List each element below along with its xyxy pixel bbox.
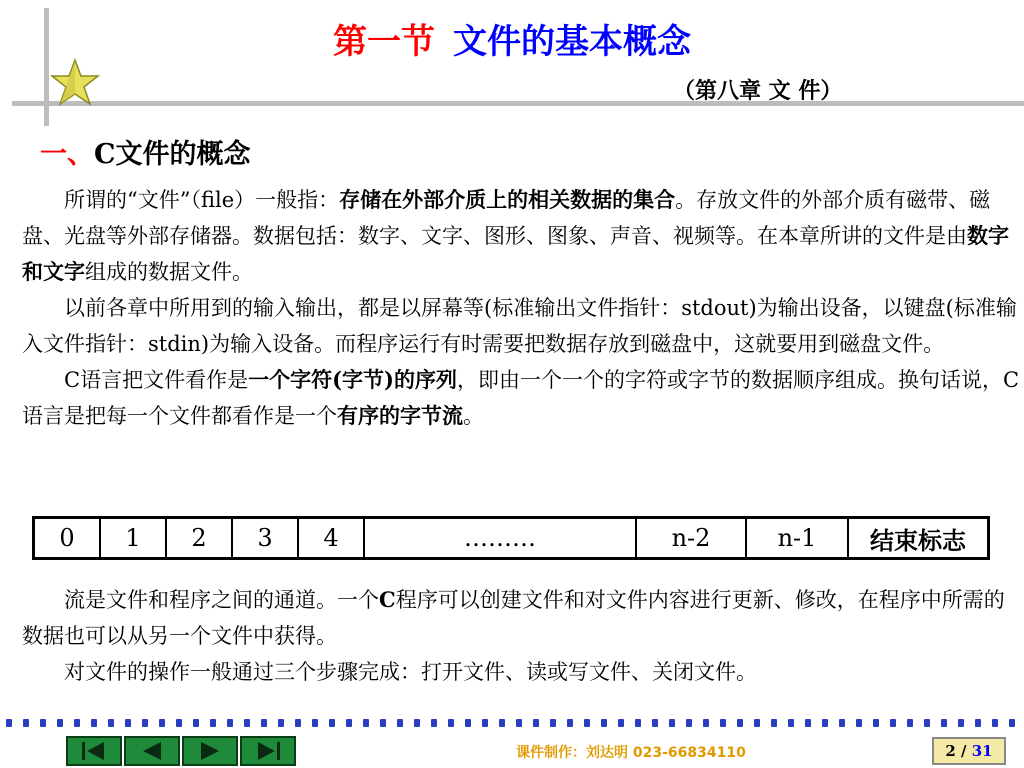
decorative-dot — [907, 719, 913, 727]
body-text-top — [22, 182, 1022, 434]
decorative-dot — [193, 719, 199, 727]
emphasis-run: 数字和文字 — [22, 223, 1009, 284]
decorative-dot — [227, 719, 233, 727]
seq-cell: n-1 — [746, 518, 848, 559]
first-slide-button[interactable] — [66, 736, 122, 766]
decorative-dot — [210, 719, 216, 727]
decorative-dot — [176, 719, 182, 727]
page-current: 2 — [945, 742, 956, 760]
seq-ellipsis-cell: ……… — [364, 518, 636, 559]
chapter-subtitle: （第八章 文 件） — [673, 78, 843, 104]
decorative-dot — [108, 719, 114, 727]
horizontal-rule — [12, 101, 1024, 106]
prev-slide-button[interactable] — [124, 736, 180, 766]
emphasis-run: 有序的字节流 — [337, 403, 463, 428]
seq-end-marker-cell: 结束标志 — [848, 518, 989, 559]
decorative-dot — [822, 719, 828, 727]
next-slide-button[interactable] — [182, 736, 238, 766]
decorative-dot — [397, 719, 403, 727]
decorative-dot — [550, 719, 556, 727]
seq-cell: 2 — [166, 518, 232, 559]
decorative-dot — [40, 719, 46, 727]
paragraph-file-definition — [22, 182, 1022, 290]
text-run: ，即由一个一个的字符或字节的数据顺序组成。换句话说，C语言是把每一个文件都看作是一个 — [22, 368, 1020, 428]
decorative-dot — [975, 719, 981, 727]
decorative-dot — [414, 719, 420, 727]
decorative-dot — [669, 719, 675, 727]
section-number: 一、 — [40, 139, 94, 170]
seq-cell: n-2 — [636, 518, 746, 559]
decorative-dot — [244, 719, 250, 727]
text-run: C语言把文件看作是 — [64, 368, 249, 392]
seq-cell: 3 — [232, 518, 298, 559]
page-indicator — [932, 737, 1006, 765]
decorative-dot — [142, 719, 148, 727]
decorative-dot — [23, 719, 29, 727]
decorative-dot — [601, 719, 607, 727]
decorative-dot — [941, 719, 947, 727]
decorative-dot — [618, 719, 624, 727]
decorative-dot — [125, 719, 131, 727]
footer-credit: 课件制作：刘达明 023-66834110 — [516, 745, 746, 761]
decorative-dot — [431, 719, 437, 727]
seq-cell: 1 — [100, 518, 166, 559]
decorative-dot-border — [0, 712, 1024, 736]
paragraph-file-steps — [22, 654, 1022, 690]
decorative-dot — [924, 719, 930, 727]
text-run: 。 — [463, 404, 484, 428]
decorative-dot — [873, 719, 879, 727]
decorative-dot — [720, 719, 726, 727]
emphasis-run: C — [379, 587, 396, 612]
title-section-number: 第一节 — [333, 22, 435, 62]
decorative-dot — [737, 719, 743, 727]
text-run: 。存放文件的外部介质有磁带、磁盘、光盘等外部存储器。数据包括：数字、文字、图形、图象、声音、视频等。在本章所讲的文件是由 — [22, 188, 991, 248]
paragraph-io-devices — [22, 290, 1022, 362]
decorative-dot — [363, 719, 369, 727]
last-icon — [250, 740, 286, 762]
first-icon — [76, 740, 112, 762]
decorative-dot — [992, 719, 998, 727]
decorative-dot — [261, 719, 267, 727]
decorative-dot — [754, 719, 760, 727]
title-text: 文件的基本概念 — [453, 22, 691, 62]
decorative-dot — [57, 719, 63, 727]
decorative-dot — [856, 719, 862, 727]
decorative-dot — [380, 719, 386, 727]
decorative-dot — [91, 719, 97, 727]
decorative-dot — [159, 719, 165, 727]
emphasis-run: 一个字符(字节)的序列 — [248, 367, 457, 392]
decorative-dot — [584, 719, 590, 727]
star-icon — [50, 58, 100, 108]
decorative-dot — [567, 719, 573, 727]
body-text-bottom — [22, 582, 1022, 690]
page-title — [0, 14, 1024, 63]
text-run: 流是文件和程序之间的通道。一个 — [64, 588, 379, 612]
decorative-dot — [958, 719, 964, 727]
decorative-dot — [533, 719, 539, 727]
section-title: C文件的概念 — [94, 139, 251, 170]
table-row — [34, 518, 989, 559]
seq-cell: 0 — [34, 518, 101, 559]
decorative-dot — [788, 719, 794, 727]
decorative-dot — [329, 719, 335, 727]
decorative-dot — [516, 719, 522, 727]
next-icon — [192, 740, 228, 762]
text-run: 以前各章中所用到的输入输出，都是以屏幕等(标准输出文件指针：stdout)为输出设备，以键盘(标准输入文件指针：stdin)为输入设备。而程序运行有时需要把数据存放到磁盘中，这就要用到磁盘文件。 — [22, 296, 1017, 356]
decorative-dot — [703, 719, 709, 727]
decorative-dot — [652, 719, 658, 727]
text-run: 所谓的“文件”（file）一般指： — [64, 188, 340, 212]
paragraph-byte-sequence — [22, 362, 1022, 434]
decorative-dot — [499, 719, 505, 727]
slide-navigation — [66, 736, 296, 766]
prev-icon — [134, 740, 170, 762]
decorative-dot — [1009, 719, 1015, 727]
text-run: 组成的数据文件。 — [85, 260, 253, 284]
decorative-dot — [635, 719, 641, 727]
decorative-dot — [839, 719, 845, 727]
page-separator: / — [955, 742, 972, 760]
seq-cell: 4 — [298, 518, 364, 559]
text-run: 对文件的操作一般通过三个步骤完成：打开文件、读或写文件、关闭文件。 — [64, 660, 757, 684]
decorative-dot — [312, 719, 318, 727]
emphasis-run: 存储在外部介质上的相关数据的集合 — [339, 187, 676, 212]
decorative-dot — [448, 719, 454, 727]
decorative-dot — [465, 719, 471, 727]
decorative-dot — [278, 719, 284, 727]
decorative-dot — [686, 719, 692, 727]
last-slide-button[interactable] — [240, 736, 296, 766]
decorative-dot — [346, 719, 352, 727]
text-run: 程序可以创建文件和对文件内容进行更新、修改，在程序中所需的数据也可以从另一个文件中获得。 — [22, 588, 1005, 648]
section-heading — [40, 132, 251, 171]
decorative-dot — [805, 719, 811, 727]
decorative-dot — [6, 719, 12, 727]
decorative-dot — [74, 719, 80, 727]
paragraph-stream — [22, 582, 1022, 654]
decorative-dot — [295, 719, 301, 727]
page-total: 31 — [971, 742, 993, 760]
decorative-dot — [890, 719, 896, 727]
byte-sequence-table — [32, 516, 990, 560]
decorative-dot — [482, 719, 488, 727]
decorative-dot — [771, 719, 777, 727]
